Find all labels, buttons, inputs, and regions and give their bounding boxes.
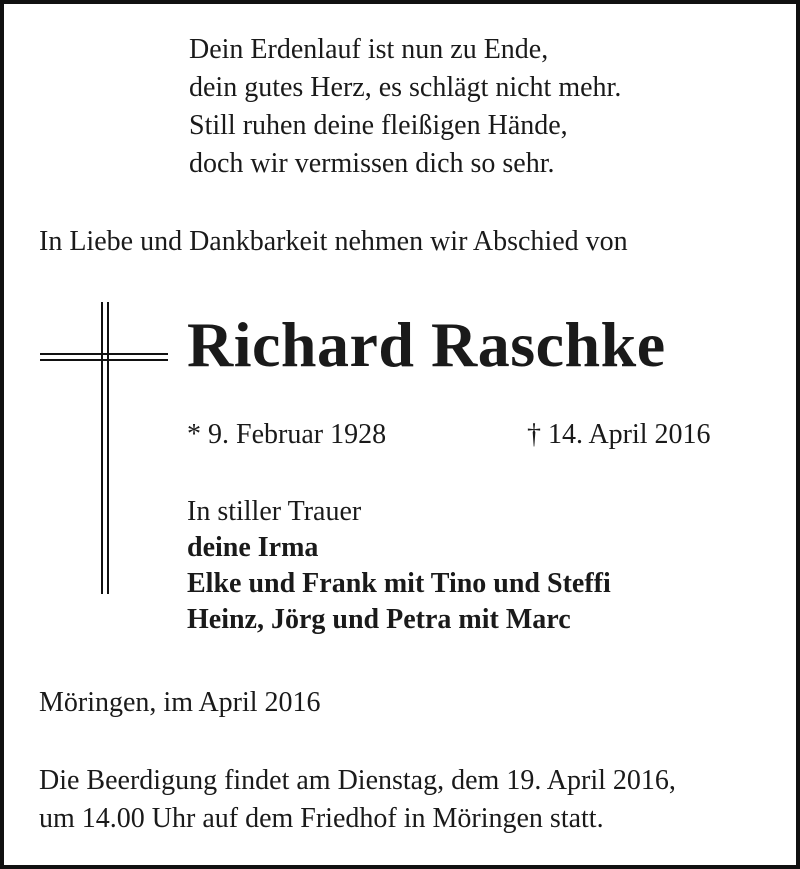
poem-line: doch wir vermissen dich so sehr. [189,148,555,179]
mourner-name: deine Irma [187,532,319,563]
farewell-intro: In Liebe und Dankbarkeit nehmen wir Abschied von [39,226,628,257]
place-date: Möringen, im April 2016 [39,687,321,718]
memorial-poem [189,31,621,183]
mourner-name: Heinz, Jörg und Petra mit Marc [187,604,571,635]
poem-line: Dein Erdenlauf ist nun zu Ende, [189,34,549,65]
birth-date: * 9. Februar 1928 [187,419,387,450]
poem-line: Still ruhen deine fleißigen Hände, [189,110,568,141]
deceased-name: Richard Raschke [187,309,666,380]
mourner-name: Elke und Frank mit Tino und Steffi [187,568,611,599]
mourners-block [187,494,611,638]
death-date: † 14. April 2016 [527,419,711,450]
funeral-line: um 14.00 Uhr auf dem Friedhof in Möringen statt. [39,803,604,834]
poem-line: dein gutes Herz, es schlägt nicht mehr. [189,72,622,103]
funeral-notice [39,762,676,838]
mourning-heading: In stiller Trauer [187,496,362,527]
funeral-line: Die Beerdigung findet am Dienstag, dem 19. April 2016, [39,765,676,796]
